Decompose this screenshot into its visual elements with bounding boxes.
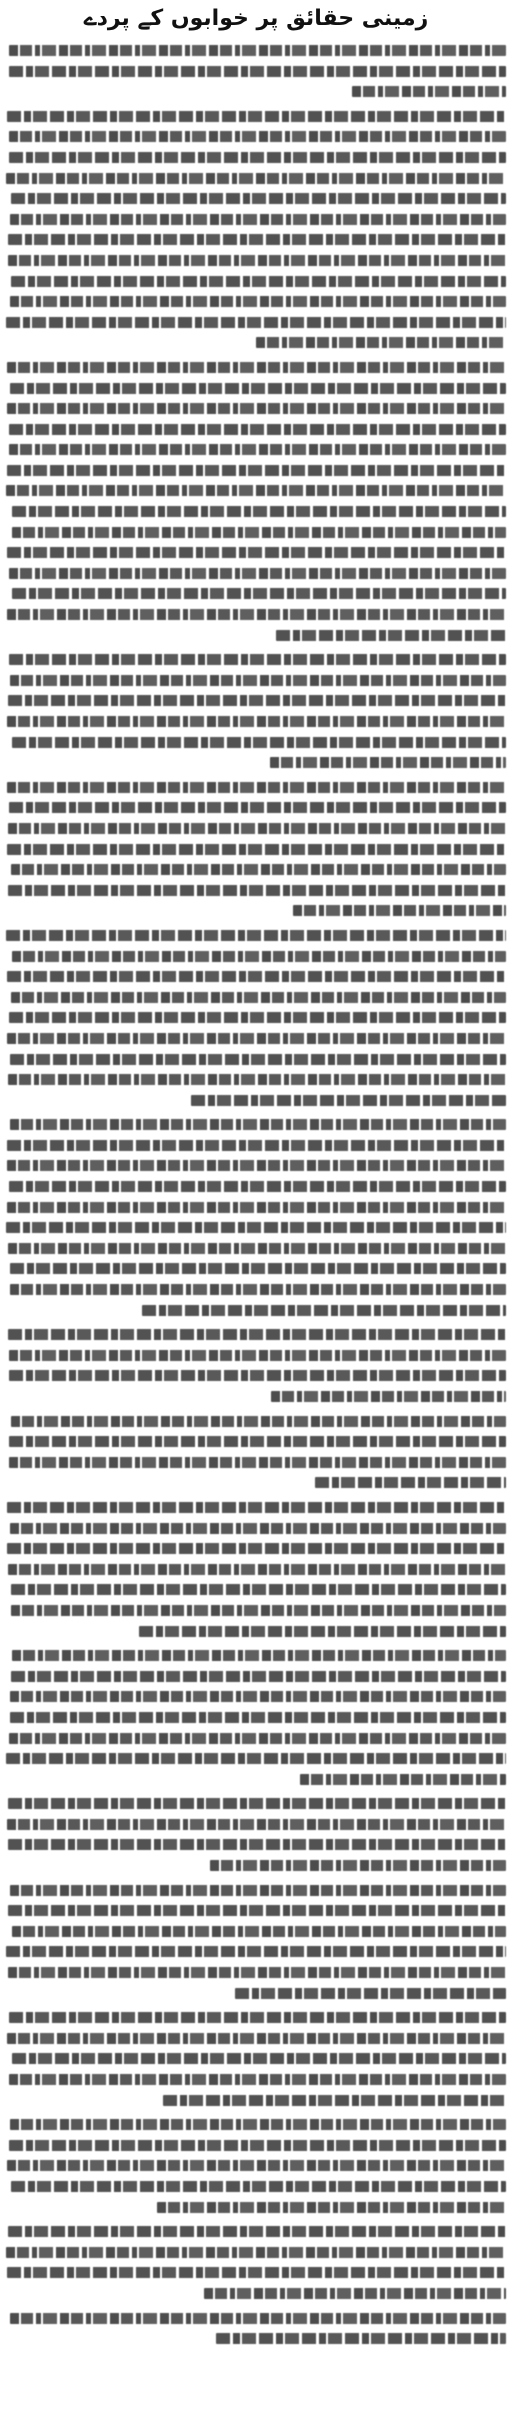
text-line-ink [11, 1605, 506, 1616]
text-line-ink [8, 2226, 506, 2237]
text-line-ink [8, 1074, 506, 1085]
text-line [6, 966, 506, 987]
text-line [6, 1431, 506, 1452]
text-line [6, 1345, 506, 1366]
article-paragraph [6, 357, 506, 645]
text-line [6, 900, 506, 921]
text-line-ink [10, 1712, 506, 1723]
text-line [6, 2197, 506, 2218]
text-line [6, 2048, 506, 2069]
text-line-ink [9, 2074, 506, 2085]
text-line [6, 126, 506, 147]
text-line [6, 378, 506, 399]
text-line-ink [163, 2095, 506, 2106]
text-line-ink [9, 424, 506, 435]
text-line [6, 649, 506, 670]
text-line [6, 625, 506, 646]
text-line-ink [7, 1502, 506, 1513]
text-line-ink [8, 885, 506, 896]
text-line-ink [12, 737, 506, 748]
text-line [6, 250, 506, 271]
text-line-ink [7, 465, 506, 476]
text-line [6, 946, 506, 967]
text-line [6, 1728, 506, 1749]
text-line [6, 1855, 506, 1876]
text-line-ink [12, 1650, 506, 1661]
text-line [6, 2007, 506, 2028]
article-paragraph [6, 2221, 506, 2303]
text-line [6, 1300, 506, 1321]
text-line [6, 1386, 506, 1407]
text-line-ink [300, 1774, 506, 1785]
text-line-ink [352, 86, 506, 97]
text-line [6, 398, 506, 419]
article-paragraph [6, 1324, 506, 1406]
text-line [6, 2283, 506, 2304]
text-line-ink [142, 1305, 506, 1316]
text-line-ink [7, 2033, 506, 2044]
text-line [6, 732, 506, 753]
text-line [6, 357, 506, 378]
text-line-ink [7, 2160, 506, 2171]
article-paragraph [6, 2114, 506, 2217]
text-line-ink [12, 588, 506, 599]
text-line-ink [11, 1584, 506, 1595]
text-line [6, 859, 506, 880]
text-line [6, 2028, 506, 2049]
text-line [6, 987, 506, 1008]
text-line-ink [7, 547, 506, 558]
text-line [6, 711, 506, 732]
text-line-ink [10, 1054, 506, 1065]
text-line-ink [204, 2288, 506, 2299]
text-line [6, 2135, 506, 2156]
text-line-ink [210, 1860, 506, 1871]
article-paragraph [6, 2308, 506, 2349]
article-paragraph [6, 1411, 506, 1493]
text-line [6, 1472, 506, 1493]
article-paragraph [6, 925, 506, 1110]
text-line [6, 690, 506, 711]
text-line-ink [270, 757, 506, 768]
text-line-ink [7, 782, 506, 793]
text-line-ink [10, 296, 506, 307]
text-line [6, 1538, 506, 1559]
text-line [6, 777, 506, 798]
text-line-ink [9, 1370, 506, 1381]
text-line [6, 2176, 506, 2197]
text-line [6, 1007, 506, 1028]
text-line [6, 1238, 506, 1259]
text-line-ink [11, 1671, 506, 1682]
text-line [6, 1279, 506, 1300]
text-line [6, 1411, 506, 1432]
text-line-ink [8, 234, 506, 245]
text-line-ink [10, 214, 506, 225]
text-line-ink [10, 383, 506, 394]
text-line [6, 563, 506, 584]
text-line-ink [11, 864, 506, 875]
text-line [6, 332, 506, 353]
text-line-ink [11, 193, 506, 204]
text-line [6, 542, 506, 563]
text-line [6, 419, 506, 440]
text-line-ink [9, 1436, 506, 1447]
text-line [6, 271, 506, 292]
text-line-ink [9, 568, 506, 579]
text-line [6, 1900, 506, 1921]
article-body [6, 40, 506, 2353]
text-line-ink [9, 1350, 506, 1361]
text-line [6, 2114, 506, 2135]
text-line-ink [10, 2119, 506, 2130]
text-line-ink [9, 1457, 506, 1468]
text-line [6, 229, 506, 250]
article-paragraph [6, 1114, 506, 1320]
text-line [6, 2308, 506, 2329]
text-line [6, 1365, 506, 1386]
text-line-ink [9, 131, 506, 142]
text-line-ink [9, 66, 506, 77]
article-paragraph [6, 2007, 506, 2110]
text-line [6, 522, 506, 543]
text-line-ink [8, 1564, 506, 1575]
text-line-ink [9, 1012, 506, 1023]
text-line [6, 925, 506, 946]
text-line [6, 1559, 506, 1580]
text-line [6, 1983, 506, 2004]
text-line [6, 1324, 506, 1345]
text-line [6, 1069, 506, 1090]
text-line [6, 1645, 506, 1666]
text-line-ink [235, 1988, 506, 1999]
text-line-ink [11, 1416, 506, 1427]
text-line [6, 1814, 506, 1835]
text-line [6, 1217, 506, 1238]
text-line [6, 1834, 506, 1855]
text-line [6, 1452, 506, 1473]
text-line-ink [8, 1967, 506, 1978]
text-line [6, 752, 506, 773]
text-line [6, 1497, 506, 1518]
article-paragraph [6, 40, 506, 102]
text-line-ink [6, 930, 506, 941]
text-line-ink [315, 1477, 506, 1488]
text-line [6, 1666, 506, 1687]
text-line-ink [293, 905, 506, 916]
text-line-ink [10, 675, 506, 686]
text-line-ink [9, 2140, 506, 2151]
text-line [6, 880, 506, 901]
text-line-ink [276, 630, 506, 641]
text-line [6, 480, 506, 501]
text-line [6, 1258, 506, 1279]
text-line-ink [8, 1798, 506, 1809]
text-line [6, 1962, 506, 1983]
text-line [6, 460, 506, 481]
text-line-ink [7, 1543, 506, 1554]
article-paragraph [6, 106, 506, 353]
text-line-ink [7, 609, 506, 620]
text-line-ink [9, 2012, 506, 2023]
text-line-ink [10, 2313, 506, 2324]
text-line [6, 188, 506, 209]
article-paragraph [6, 777, 506, 921]
text-line-ink [6, 1946, 506, 1957]
text-line-ink [7, 2267, 506, 2278]
text-line-ink [11, 992, 506, 1003]
text-line [6, 1155, 506, 1176]
text-line-ink [7, 716, 506, 727]
text-line-ink [12, 1926, 506, 1937]
text-line-ink [8, 1329, 506, 1340]
text-line [6, 1518, 506, 1539]
text-line [6, 2090, 506, 2111]
text-line [6, 1921, 506, 1942]
text-line-ink [6, 173, 506, 184]
text-line-ink [10, 1119, 506, 1130]
text-line-ink [7, 362, 506, 373]
text-line-ink [11, 276, 506, 287]
text-line-ink [10, 1691, 506, 1702]
text-line [6, 1941, 506, 1962]
text-line [6, 1176, 506, 1197]
text-line [6, 291, 506, 312]
text-line-ink [157, 2202, 506, 2213]
text-line-ink [216, 2333, 506, 2344]
text-line [6, 209, 506, 230]
text-line [6, 2328, 506, 2349]
article-paragraph [6, 1497, 506, 1641]
text-line [6, 583, 506, 604]
text-line [6, 106, 506, 127]
text-line-ink [7, 403, 506, 414]
text-line-ink [10, 1523, 506, 1534]
text-line [6, 168, 506, 189]
text-line [6, 2155, 506, 2176]
text-line [6, 1621, 506, 1642]
text-line-ink [7, 1140, 506, 1151]
text-line-ink [10, 1885, 506, 1896]
paragraph-gap [6, 2349, 506, 2353]
text-line [6, 439, 506, 460]
article-headline: زمینی حقائق پر خوابوں کے پردے [83, 6, 429, 31]
text-line [6, 1114, 506, 1135]
text-line-ink [7, 111, 506, 122]
text-line-ink [7, 971, 506, 982]
text-line [6, 501, 506, 522]
text-line-ink [8, 1243, 506, 1254]
text-line-ink [9, 444, 506, 455]
text-line-ink [12, 527, 506, 538]
text-line [6, 839, 506, 860]
text-line-ink [7, 844, 506, 855]
text-line [6, 1579, 506, 1600]
text-line [6, 40, 506, 61]
text-line-ink [9, 1733, 506, 1744]
text-line-ink [139, 1626, 506, 1637]
text-line [6, 1769, 506, 1790]
text-line-ink [6, 317, 506, 328]
article-paragraph [6, 649, 506, 773]
text-line [6, 818, 506, 839]
text-line-ink [7, 1160, 506, 1171]
text-line-ink [6, 485, 506, 496]
text-line-ink [6, 2247, 506, 2258]
text-line [6, 1707, 506, 1728]
text-line [6, 1197, 506, 1218]
text-line-ink [7, 1819, 506, 1830]
text-line-ink [8, 823, 506, 834]
text-line [6, 61, 506, 82]
text-line [6, 2069, 506, 2090]
text-line [6, 604, 506, 625]
text-line-ink [271, 1391, 506, 1402]
article-paragraph [6, 1880, 506, 2004]
article-paragraph [6, 1645, 506, 1789]
text-line-ink [6, 1753, 506, 1764]
article-paragraph [6, 1793, 506, 1875]
text-line-ink [8, 695, 506, 706]
text-line-ink [191, 1095, 506, 1106]
text-line-ink [12, 951, 506, 962]
text-line [6, 1748, 506, 1769]
text-line-ink [10, 1284, 506, 1295]
text-line-ink [11, 2181, 506, 2192]
text-line-ink [8, 1839, 506, 1850]
text-line-ink [9, 802, 506, 813]
text-line-ink [7, 1202, 506, 1213]
text-line [6, 1686, 506, 1707]
text-line [6, 1135, 506, 1156]
text-line [6, 312, 506, 333]
text-line-ink [8, 255, 506, 266]
text-line [6, 670, 506, 691]
text-line [6, 147, 506, 168]
text-line-ink [256, 337, 506, 348]
text-line-ink [10, 1263, 506, 1274]
text-line-ink [12, 506, 506, 517]
text-line-ink [8, 1905, 506, 1916]
text-line [6, 1090, 506, 1111]
text-line-ink [9, 152, 506, 163]
text-line [6, 2242, 506, 2263]
text-line-ink [9, 1181, 506, 1192]
text-line-ink [12, 2053, 506, 2064]
text-line [6, 1880, 506, 1901]
text-line [6, 2221, 506, 2242]
text-line [6, 2262, 506, 2283]
text-line [6, 1028, 506, 1049]
text-line [6, 81, 506, 102]
text-line-ink [7, 1033, 506, 1044]
text-line [6, 1049, 506, 1070]
text-line-ink [9, 45, 506, 56]
text-line [6, 1793, 506, 1814]
text-line-ink [6, 1222, 506, 1233]
text-line [6, 797, 506, 818]
text-line [6, 1600, 506, 1621]
text-line-ink [9, 654, 506, 665]
